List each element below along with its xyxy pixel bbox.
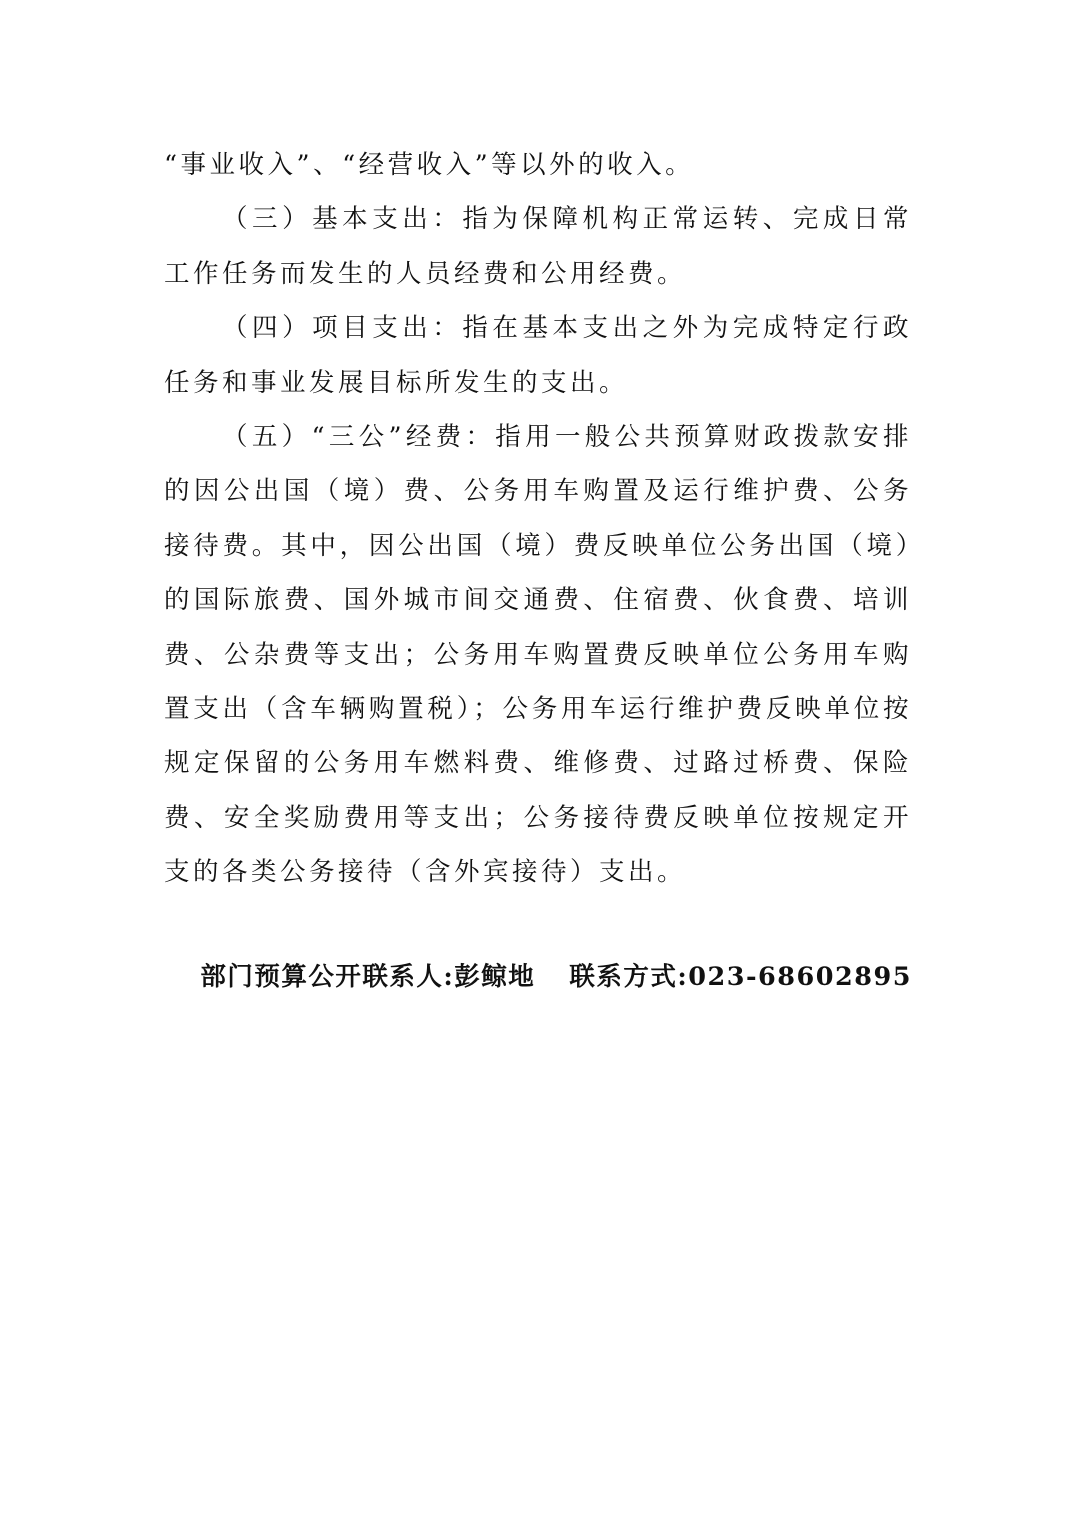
- contact-person-name: 彭鲸地: [454, 962, 536, 992]
- paragraph-project-expenditure: （四）项目支出：指在基本支出之外为完成特定行政任务和事业发展目标所发生的支出。: [164, 313, 912, 398]
- contact-line: [200, 955, 912, 999]
- contact-person-label: 部门预算公开联系人:: [200, 962, 455, 992]
- paragraph-income-continuation: “事业收入”、“经营收入”等以外的收入。: [164, 150, 695, 180]
- document-body: [164, 138, 912, 900]
- paragraph-three-public-expenses: （五）“三公”经费：指用一般公共预算财政拨款安排的因公出国（境）费、公务用车购置及运行维护费、公务接待费。其中，因公出国（境）费反映单位公务出国（境）的国际旅费、国外城市间交通费、住宿费、伙食费、培训费、公杂费等支出；公务用车购置费反映单位公务用车购置支出（含车辆购置税）；公务用车运行维护费反映单位按规定保留的公务用车燃料费、维修费、过路过桥费、保险费、安全奖励费用等支出；公务接待费反映单位按规定开支的各类公务接待（含外宾接待）支出。: [164, 422, 912, 888]
- paragraph-basic-expenditure: （三）基本支出：指为保障机构正常运转、完成日常工作任务而发生的人员经费和公用经费。: [164, 204, 912, 289]
- contact-phone: 023-68602895: [688, 962, 912, 992]
- contact-method-label: 联系方式:: [569, 962, 689, 992]
